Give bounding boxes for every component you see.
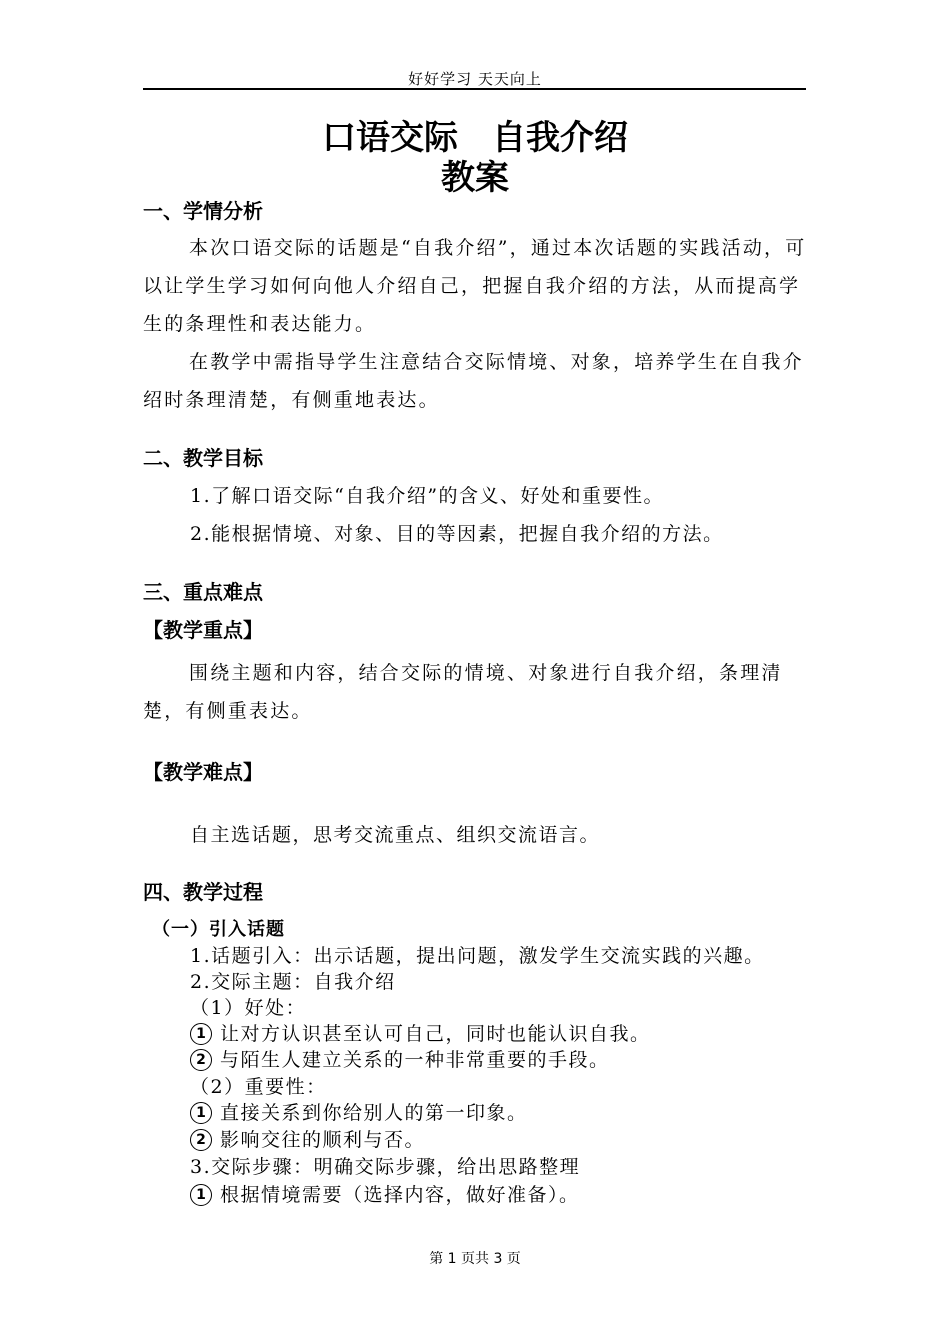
process-line-3: 3.交际步骤：明确交际步骤，给出思路整理 — [190, 1156, 581, 1178]
analysis-paragraph-2: 在教学中需指导学生注意结合交际情境、对象，培养学生在自我介绍时条理清楚，有侧重地表达。 — [143, 351, 804, 411]
process-line-2: 2.交际主题：自我介绍 — [190, 971, 396, 993]
difficulty-label: 【教学难点】 — [143, 760, 263, 784]
circled-number-1: 1 — [190, 1184, 212, 1206]
benefit-item-1 — [190, 1020, 651, 1048]
section-heading-process: 四、教学过程 — [143, 880, 263, 904]
benefit-item-2-text: 与陌生人建立关系的一种非常重要的手段。 — [220, 1049, 610, 1071]
analysis-paragraph-1: 本次口语交际的话题是“自我介绍”，通过本次话题的实践活动，可以让学生学习如何向他人介绍自己，把握自我介绍的方法，从而提高学生的条理性和表达能力。 — [143, 237, 807, 335]
circled-number-2: 2 — [190, 1049, 212, 1071]
section-heading-focus: 三、重点难点 — [143, 580, 263, 604]
document-title: 口语交际 自我介绍 — [322, 118, 628, 158]
page-header: 好好学习 天天向上 — [408, 70, 542, 88]
circled-number-1: 1 — [190, 1102, 212, 1124]
goal-item-1: 1.了解口语交际“自我介绍”的含义、好处和重要性。 — [190, 485, 665, 507]
importance-item-1 — [190, 1099, 528, 1127]
benefit-item-2 — [190, 1046, 610, 1074]
key-point-label: 【教学重点】 — [143, 618, 263, 642]
document-subtitle: 教案 — [441, 158, 509, 198]
circled-number-1: 1 — [190, 1023, 212, 1045]
importance-item-2 — [190, 1126, 425, 1154]
importance-item-1-text: 直接关系到你给别人的第一印象。 — [220, 1102, 528, 1124]
step-item-1 — [190, 1181, 580, 1209]
section-heading-analysis: 一、学情分析 — [143, 199, 263, 223]
difficulty-text: 自主选话题，思考交流重点、组织交流语言。 — [190, 824, 601, 846]
benefit-item-1-text: 让对方认识甚至认可自己，同时也能认识自我。 — [220, 1023, 651, 1045]
process-part-1-heading: （一）引入话题 — [152, 919, 285, 940]
goal-item-2: 2.能根据情境、对象、目的等因素，把握自我介绍的方法。 — [190, 523, 724, 545]
section-heading-goals: 二、教学目标 — [143, 446, 263, 470]
page-footer: 第 1 页共 3 页 — [429, 1251, 521, 1267]
step-item-1-text: 根据情境需要（选择内容，做好准备）。 — [220, 1184, 580, 1206]
process-line-1: 1.话题引入：出示话题，提出问题，激发学生交流实践的兴趣。 — [190, 945, 765, 967]
importance-item-2-text: 影响交往的顺利与否。 — [220, 1129, 426, 1151]
header-divider — [143, 88, 806, 90]
importance-label: （2）重要性： — [190, 1076, 327, 1098]
key-point-text: 围绕主题和内容，结合交际的情境、对象进行自我介绍，条理清楚，有侧重表达。 — [143, 662, 783, 722]
benefit-label: （1）好处： — [190, 997, 307, 1019]
circled-number-2: 2 — [190, 1129, 212, 1151]
